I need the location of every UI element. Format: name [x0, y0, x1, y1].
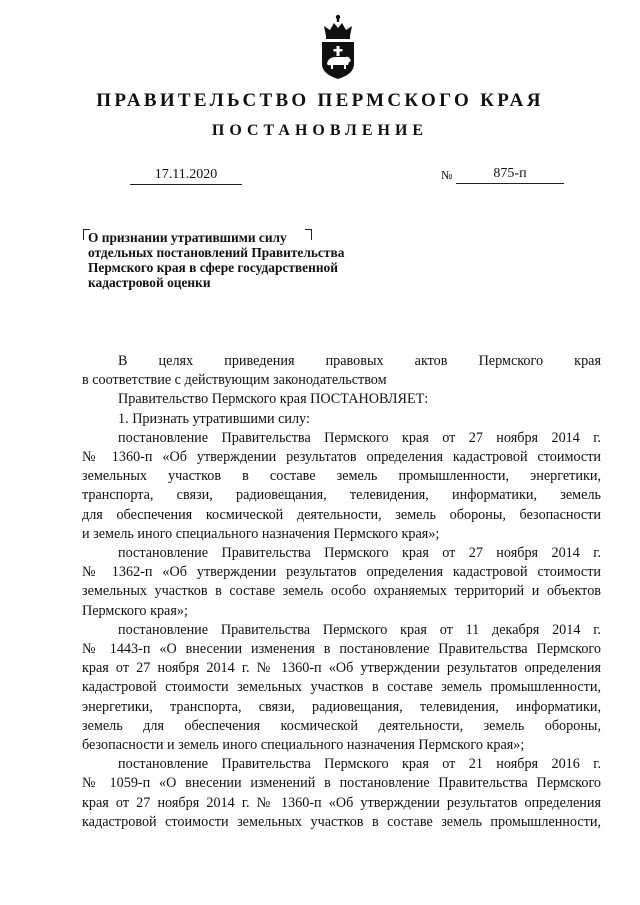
- body-line: для обеспечения космической деятельности, земель обороны, безопасности: [82, 506, 601, 523]
- government-title: ПРАВИТЕЛЬСТВО ПЕРМСКОГО КРАЯ: [96, 90, 544, 111]
- body-line: В целях приведения правовых актов Пермского края: [118, 353, 601, 369]
- document-subject: [88, 230, 388, 290]
- body-line: земельных участков в составе земель особо охраняемых территорий и объектов: [82, 583, 601, 600]
- body-line: кадастровой стоимости земельных участков в составе земель промышленности,: [82, 813, 601, 830]
- body-line: № 1362-п «Об утверждении результатов определения кадастровой стоимости: [82, 564, 601, 581]
- body-line: Правительство Пермского края ПОСТАНОВЛЯЕТ:: [118, 391, 429, 408]
- body-line: земель для обеспечения космической деятельности, земель обороны,: [82, 717, 601, 734]
- body-line: № 1059-п «О внесении изменений в постановление Правительства Пермского: [82, 775, 601, 792]
- subject-line: О признании утратившими силу: [88, 230, 287, 245]
- document-type: ПОСТАНОВЛЕНИЕ: [211, 122, 429, 139]
- document-number: [456, 164, 564, 182]
- document-number-value: 875-п: [493, 166, 527, 181]
- body-line: постановление Правительства Пермского края от 27 ноября 2014 г.: [118, 545, 601, 562]
- body-line: транспорта, связи, радиовещания, телевидения, информатики, земель: [82, 487, 601, 504]
- number-sign: №: [441, 168, 453, 182]
- subject-line: Пермского края в сфере государственной: [88, 260, 338, 275]
- number-underline: [456, 183, 564, 184]
- body-line: безопасности и земель иного специального назначения Пермского края»;: [82, 737, 525, 754]
- body-line: края от 27 ноября 2014 г. № 1360-п «Об утверждении результатов определения: [82, 794, 601, 811]
- document-date: [130, 165, 242, 183]
- perm-krai-emblem-icon: [318, 14, 358, 80]
- body-line: № 1360-п «Об утверждении результатов определения кадастровой стоимости: [82, 449, 601, 466]
- body-line: постановление Правительства Пермского края от 27 ноября 2014 г.: [118, 429, 601, 446]
- body-line: в соответствие с действующим законодательством: [82, 372, 387, 389]
- document-date-value: 17.11.2020: [154, 167, 218, 182]
- body-line: № 1443-п «О внесении изменения в постановление Правительства Пермского: [82, 641, 601, 658]
- body-line: и земель иного специального назначения Пермского края»;: [82, 525, 440, 542]
- body-line: края от 27 ноября 2014 г. № 1360-п «Об утверждении результатов определения: [82, 660, 601, 677]
- subject-line: отдельных постановлений Правительства: [88, 245, 345, 260]
- subject-line: кадастровой оценки: [88, 275, 211, 290]
- body-line: энергетики, транспорта, связи, радиовещания, телевидения, информатики,: [82, 698, 601, 715]
- body-line: Пермского края»;: [82, 602, 188, 619]
- body-line: земельных участков в составе земель промышленности, энергетики,: [82, 468, 601, 485]
- body-line: постановление Правительства Пермского края от 21 ноября 2016 г.: [118, 756, 601, 773]
- body-line: постановление Правительства Пермского края от 11 декабря 2014 г.: [118, 621, 601, 638]
- date-underline: [130, 184, 242, 185]
- body-line: 1. Признать утратившими силу:: [118, 410, 310, 427]
- body-line: кадастровой стоимости земельных участков в составе земель промышленности,: [82, 679, 601, 696]
- document-body: [82, 352, 601, 832]
